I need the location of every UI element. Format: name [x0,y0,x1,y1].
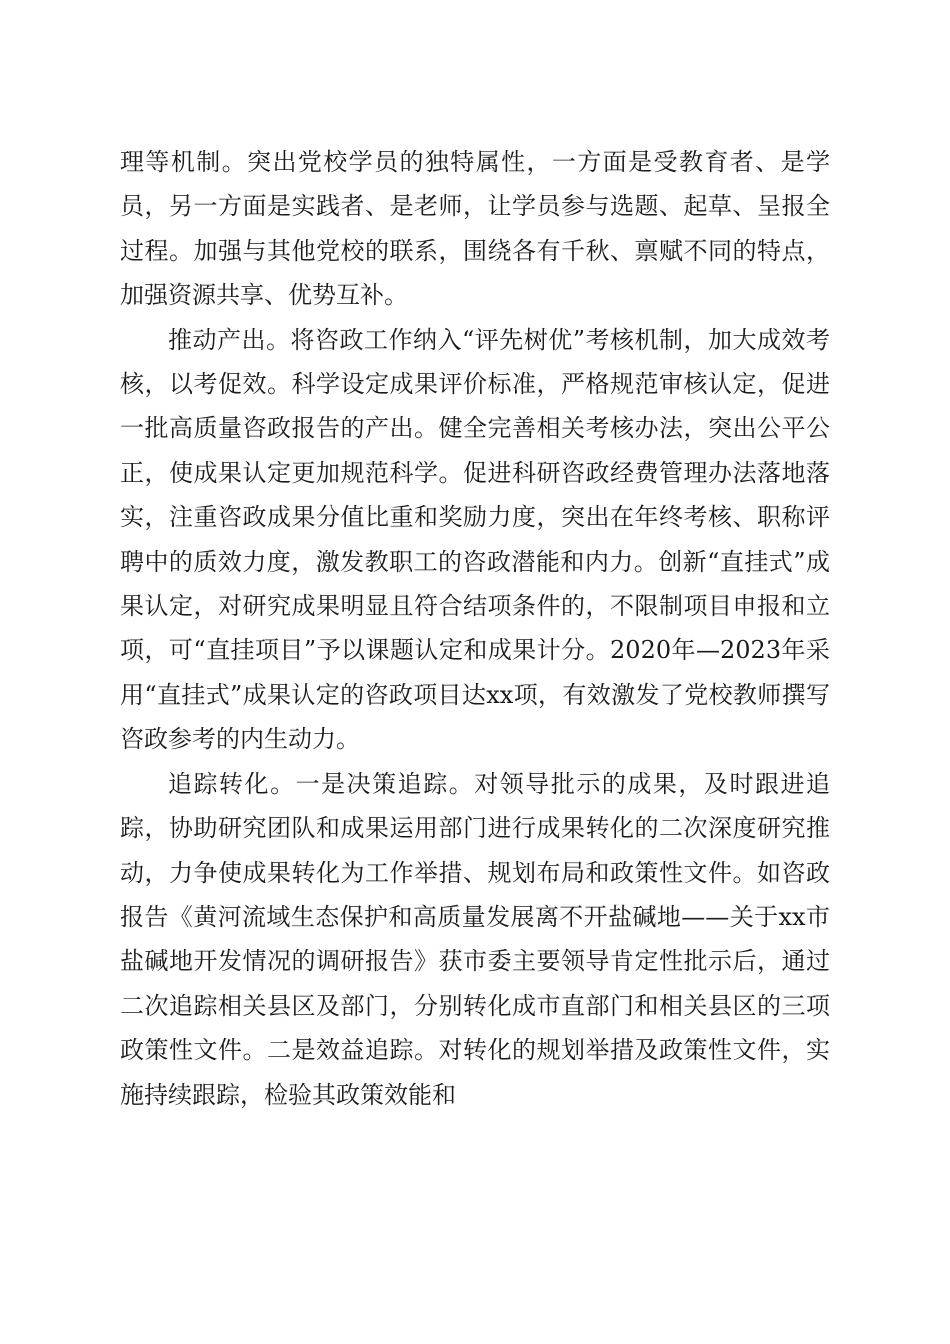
document-body [120,140,830,1117]
paragraph-mechanism-continuation: 理等机制。突出党校学员的独特属性，一方面是受教育者、是学员，另一方面是实践者、是老师，让学员参与选题、起草、呈报全过程。加强与其他党校的联系，围绕各有千秋、禀赋不同的特点，加强资源共享、优势互补。 [120,148,830,310]
paragraph-track-transformation: 追踪转化。一是决策追踪。对领导批示的成果，及时跟进追踪，协助研究团队和成果运用部门进行成果转化的二次深度研究推动，力争使成果转化为工作举措、规划布局和政策性文件。如咨政报告《黄河流域生态保护和高质量发展离不开盐碱地——关于xx市盐碱地开发情况的调研报告》获市委主要领导肯定性批示后，通过二次追踪相关县区及部门，分别转化成市直部门和相关县区的三项政策性文件。二是效益追踪。对转化的规划举措及政策性文件，实施持续跟踪，检验其政策效能和 [120,769,830,1109]
paragraph-promote-output: 推动产出。将咨政工作纳入“评先树优”考核机制，加大成效考核，以考促效。科学设定成果评价标准，严格规范审核认定，促进一批高质量咨政报告的产出。健全完善相关考核办法，突出公平公正，使成果认定更加规范科学。促进科研咨政经费管理办法落地落实，注重咨政成果分值比重和奖励力度，突出在年终考核、职称评聘中的质效力度，激发教职工的咨政潜能和内力。创新“直挂式”成果认定，对研究成果明显且符合结项条件的，不限制项目申报和立项，可“直挂项目”予以课题认定和成果计分。2020年—2023年采用“直挂式”成果认定的咨政项目达xx项，有效激发了党校教师撰写咨政参考的内生动力。 [120,325,830,754]
